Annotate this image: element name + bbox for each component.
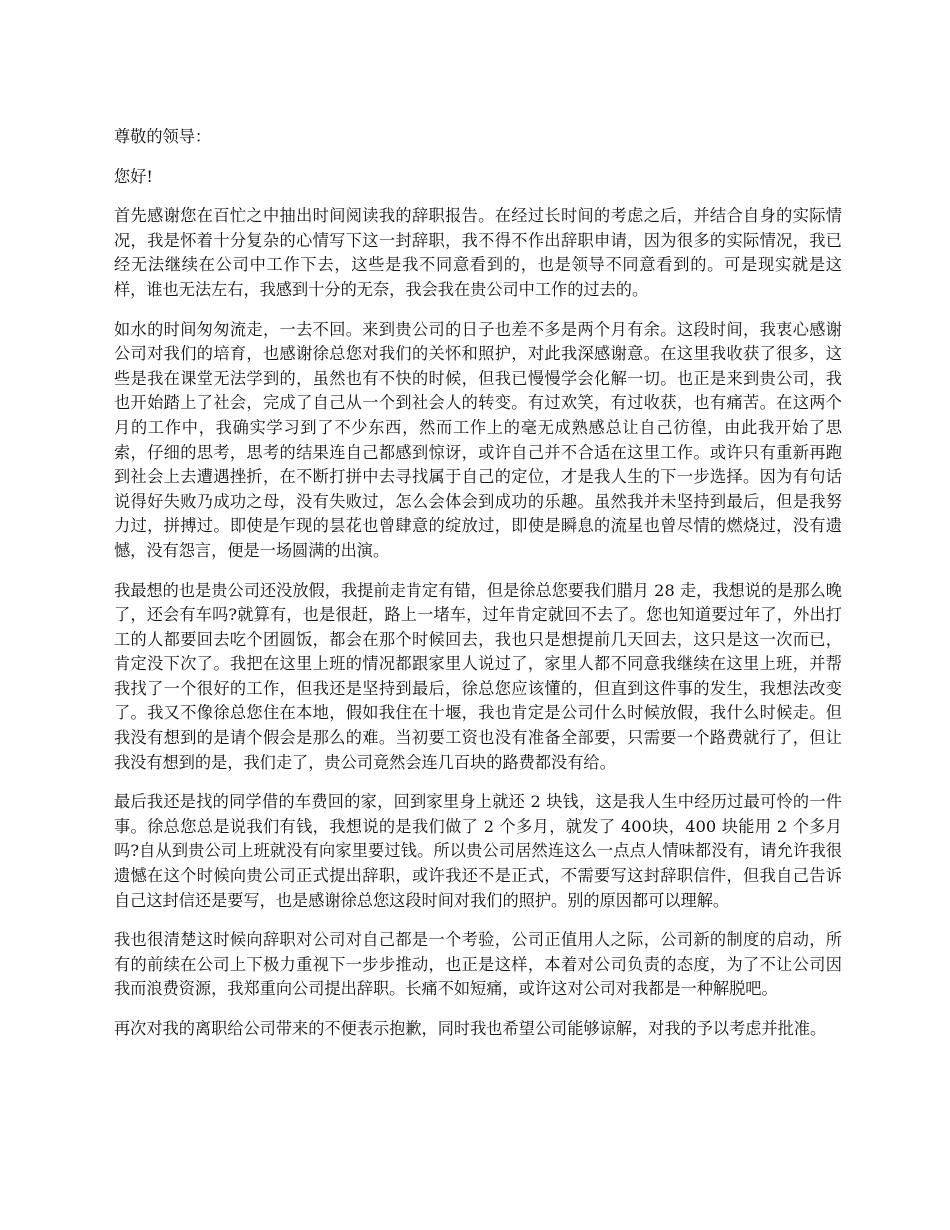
paragraph-5: 我也很清楚这时候向辞职对公司对自己都是一个考验，公司正值用人之际，公司新的制度的启动，所有的前续在公司上下极力重视下一步步推动，也正是这样，本着对公司负责的态度，为了不让公司因我而浪费资源，我郑重向公司提出辞职。长痛不如短痛，或许这对公司对我都是一种解脱吧。 [114, 930, 842, 999]
paragraph-4: 最后我还是找的同学借的车费回的家，回到家里身上就还 2 块钱，这是我人生中经历过最可怜的一件事。徐总您总是说我们有钱，我想说的是我们做了 2 个多月，就发了 400块，400 块能用 2 个多月吗?自从到贵公司上班就没有向家里要过钱。所以贵公司居然连这么一点点人情味都没有，请允许我很遗憾在这个时候向贵公司正式提出辞职，或许我还不是正式，不需要写这封辞职信件，但我自己告诉自己这封信还是要写，也是感谢徐总您这段时间对我们的照护。别的原因都可以理解。 [114, 792, 842, 910]
paragraph-2: 如水的时间匆匆流走，一去不回。来到贵公司的日子也差不多是两个月有余。这段时间，我衷心感谢公司对我们的培育，也感谢徐总您对我们的关怀和照护，对此我深感谢意。在这里我收获了很多，这些是我在课堂无法学到的，虽然也有不快的时候，但我已慢慢学会化解一切。也正是来到贵公司，我也开始踏上了社会，完成了自己从一个到社会人的转变。有过欢笑，有过收获，也有痛苦。在这两个月的工作中，我确实学习到了不少东西，然而工作上的毫无成熟感总让自己彷徨，由此我开始了思索，仔细的思考，思考的结果连自己都感到惊讶，或许自己并不合适在这里工作。或许只有重新再跑到社会上去遭遇挫折，在不断打拼中去寻找属于自己的定位，才是我人生的下一步选择。因为有句话说得好失败乃成功之母，没有失败过，怎么会体会到成功的乐趣。虽然我并未坚持到最后，但是我努力过，拼搏过。即使是乍现的昙花也曾肆意的绽放过，即使是瞬息的流星也曾尽情的燃烧过，没有遗憾，没有怨言，便是一场圆满的出演。 [114, 319, 842, 560]
paragraph-1: 首先感谢您在百忙之中抽出时间阅读我的辞职报告。在经过长时间的考虑之后，并结合自身的实际情况，我是怀着十分复杂的心情写下这一封辞职，我不得不作出辞职申请，因为很多的实际情况，我已经无法继续在公司中工作下去，这些是我不同意看到的，也是领导不同意看到的。可是现实就是这样，谁也无法左右，我感到十分的无奈，我会我在贵公司中工作的过去的。 [114, 206, 842, 299]
paragraph-3: 我最想的也是贵公司还没放假，我提前走肯定有错，但是徐总您要我们腊月 28 走，我想说的是那么晚了，还会有车吗?就算有，也是很赶，路上一堵车，过年肯定就回不去了。您也知道要过年了，外出打工的人都要回去吃个团圆饭，都会在那个时候回去，我也只是想提前几天回去，这只是这一次而已，肯定没下次了。我把在这里上班的情况都跟家里人说过了，家里人都不同意我继续在这里上班，并帮我找了一个很好的工作，但我还是坚持到最后，徐总您应该懂的，但直到这件事的发生，我想法改变了。我又不像徐总您住在本地，假如我住在十堰，我也肯定是公司什么时候放假，我什么时候走。但我没有想到的是请个假会是那么的难。当初要工资也没有准备全部要，只需要一个路费就行了，但让我没有想到的是，我们走了，贵公司竟然会连几百块的路费都没有给。 [114, 580, 842, 772]
letter-body [114, 125, 842, 1057]
greeting: 您好! [114, 166, 153, 186]
paragraph-6: 再次对我的离职给公司带来的不便表示抱歉，同时我也希望公司能够谅解，对我的予以考虑并批准。 [114, 1019, 827, 1038]
salutation: 尊敬的领导： [114, 127, 212, 146]
